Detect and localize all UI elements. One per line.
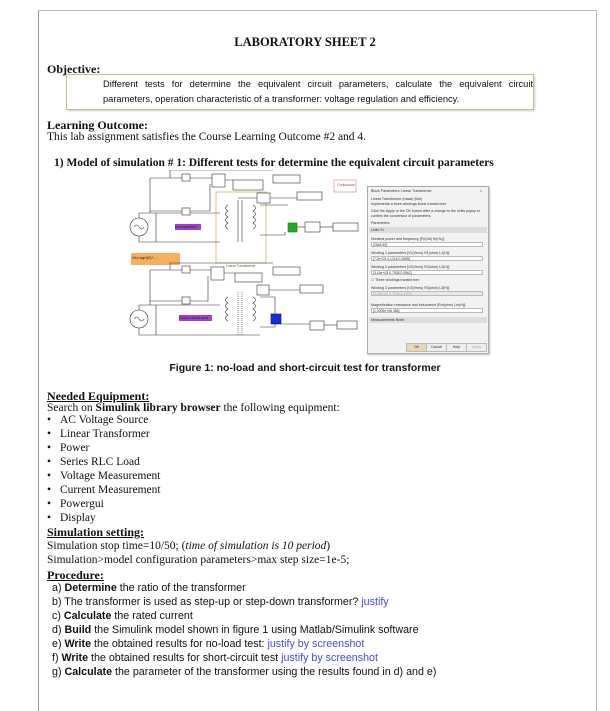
winding3-label: Winding 3 parameters [V3(Vrms) R3(ohm) L3(H)]: — [371, 286, 451, 290]
equipment-item: • AC Voltage Source — [60, 414, 148, 426]
transformer-label: Linear Transformer — [226, 264, 256, 268]
procedure-item — [52, 596, 389, 608]
item-letter: b) — [52, 596, 62, 608]
primary-coil-icon — [226, 205, 229, 229]
dialog-note: Click the Apply or the OK button after a change to the Units popup to confirm the conversion of parameters. — [371, 209, 481, 218]
equipment-item: • Power — [60, 442, 89, 454]
no-load-current-meas — [288, 223, 297, 232]
item-letter: e) — [52, 638, 62, 650]
short-circuit-test-label: Short-circuit test — [179, 315, 208, 320]
equipment-item: • Linear Transformer — [60, 428, 150, 440]
secondary-coil-icon — [253, 205, 256, 229]
equipment-heading: Needed Equipment: — [47, 389, 150, 403]
simulation-line-1 — [47, 540, 330, 552]
justify-link: justify by screenshot — [267, 638, 365, 650]
nominal-label: Nominal power and frequency [Pn(VA) fn(Hz)]: — [371, 237, 445, 241]
item-text: the rated current — [111, 610, 193, 622]
dialog-title: Block Parameters: Linear Transformer — [371, 189, 432, 193]
item-bold: Determine — [64, 582, 117, 594]
intro-text: Search on — [47, 402, 96, 414]
equipment-item: • Display — [60, 512, 96, 524]
item-bold: Write — [61, 652, 89, 664]
block-parameters-dialog — [367, 186, 489, 354]
magnetization-input[interactable]: [1.0005e+06 386] — [371, 308, 483, 313]
learning-outcome-text: This lab assignment satisfies the Course Learning Outcome #2 and 4. — [47, 131, 367, 143]
simulation-heading: Simulation setting: — [47, 525, 145, 539]
objective-heading: Objective: — [47, 62, 101, 76]
short-circuit-current-meas — [271, 314, 281, 324]
page-title: LABORATORY SHEET 2 — [234, 35, 376, 49]
item-text: the parameter of the transformer using the results found in d) and e) — [112, 666, 437, 678]
simulation-line-2: Simulation>model configuration parameters>max step size=1e-5; — [47, 554, 350, 566]
three-windings-checkbox[interactable]: ☐ Three windings transformer — [371, 278, 419, 282]
stop-time-note: time of simulation is 10 period — [185, 540, 327, 552]
procedure-item — [52, 652, 378, 664]
ok-button[interactable]: OK — [406, 343, 427, 352]
equipment-item: • Current Measurement — [60, 484, 161, 496]
display-block — [333, 223, 358, 231]
item-text: the ratio of the transformer — [116, 582, 246, 594]
equipment-intro — [47, 402, 340, 414]
item-letter: g) — [52, 666, 62, 678]
item-letter: a) — [52, 582, 62, 594]
procedure-item — [52, 610, 193, 622]
no-load-test-label: No-load test — [175, 224, 197, 229]
help-button[interactable]: Help — [446, 343, 467, 352]
equipment-item: • Voltage Measurement — [60, 470, 160, 482]
stop-time-close: ) — [326, 540, 331, 552]
measurements-select[interactable]: Measurements None — [369, 317, 487, 323]
close-icon[interactable]: × — [480, 189, 483, 193]
intro-bold: Simulink library browser — [95, 402, 221, 414]
three-windings-label: Three windings transformer — [375, 278, 419, 282]
objective-text: Different tests for determine the equivalent circuit parameters, calculate the equivalent circuit parameters, operation characteristic of a transformer: voltage regulation and efficiency. — [103, 79, 533, 104]
equipment-item: • Powergui — [60, 498, 104, 510]
winding3-input: [3.15e+03 0.7938 0.0962] — [371, 291, 483, 296]
winding1-label: Winding 1 parameters [V1(Vrms) R1(ohm) L1(H)]: — [371, 251, 451, 255]
procedure-item — [52, 666, 436, 678]
dialog-subtitle: Linear Transformer (mask) (link) — [371, 197, 423, 201]
stop-time-text: Simulation stop time=10/50; ( — [47, 540, 186, 552]
winding1-input[interactable]: [7.2e+03 4.1216 0.4985] — [371, 256, 483, 261]
units-select[interactable]: Units SI — [369, 227, 487, 233]
item-text: the obtained results for no-load test: — [91, 638, 268, 650]
magnetization-label: Magnetization resistance and inductance [Rm(ohm) Lm(H)]: — [371, 303, 467, 307]
justify-link: justify — [361, 596, 389, 608]
intro-text-end: the following equipment: — [220, 402, 340, 414]
procedure-item — [52, 624, 419, 636]
procedure-item — [52, 582, 246, 594]
item-letter: c) — [52, 610, 61, 622]
powergui-label: Continuous — [337, 183, 355, 187]
nominal-input[interactable]: [25e6 50] — [371, 242, 483, 247]
item-bold: Calculate — [64, 666, 113, 678]
no-load-circuit — [130, 170, 358, 263]
winding2-input[interactable]: [3.15e+03 0.7938 0.0962] — [371, 270, 483, 275]
learning-outcome-heading: Learning Outcome: — [47, 118, 148, 132]
section-heading: 1) Model of simulation # 1: Different tests for determine the equivalent circuit parameters — [54, 157, 494, 169]
equipment-item: • Series RLC Load — [60, 456, 140, 468]
procedure-heading: Procedure: — [47, 568, 104, 582]
item-bold: Calculate — [63, 610, 112, 622]
item-letter: f) — [52, 652, 59, 664]
justify-link: justify by screenshot — [281, 652, 378, 664]
primary-coil-icon — [226, 297, 229, 321]
apply-button[interactable]: Apply — [466, 343, 487, 352]
dialog-description: Implements a three windings linear transformer. — [371, 202, 447, 206]
item-text: The transformer is used as step-up or step-down transformer? — [64, 596, 362, 608]
procedure-item — [52, 638, 364, 650]
parameters-label: Parameters — [371, 221, 390, 225]
winding2-label: Winding 2 parameters [V2(Vrms) R2(ohm) L2(H)]: — [371, 265, 451, 269]
short-circuit-circuit — [130, 263, 357, 335]
item-text: the obtained results for short-circuit test — [88, 652, 282, 664]
item-letter: d) — [52, 624, 62, 636]
item-bold: Build — [64, 624, 92, 636]
cancel-button[interactable]: Cancel — [426, 343, 447, 352]
figure-caption: Figure 1: no-load and short-circuit test for transformer — [169, 362, 441, 374]
item-bold: Write — [64, 638, 92, 650]
source-expression-label: Vin=sqrt(2)*... — [132, 255, 157, 260]
item-text: the Simulink model shown in figure 1 using Matlab/Simulink software — [91, 624, 419, 636]
meas-block — [305, 222, 320, 232]
